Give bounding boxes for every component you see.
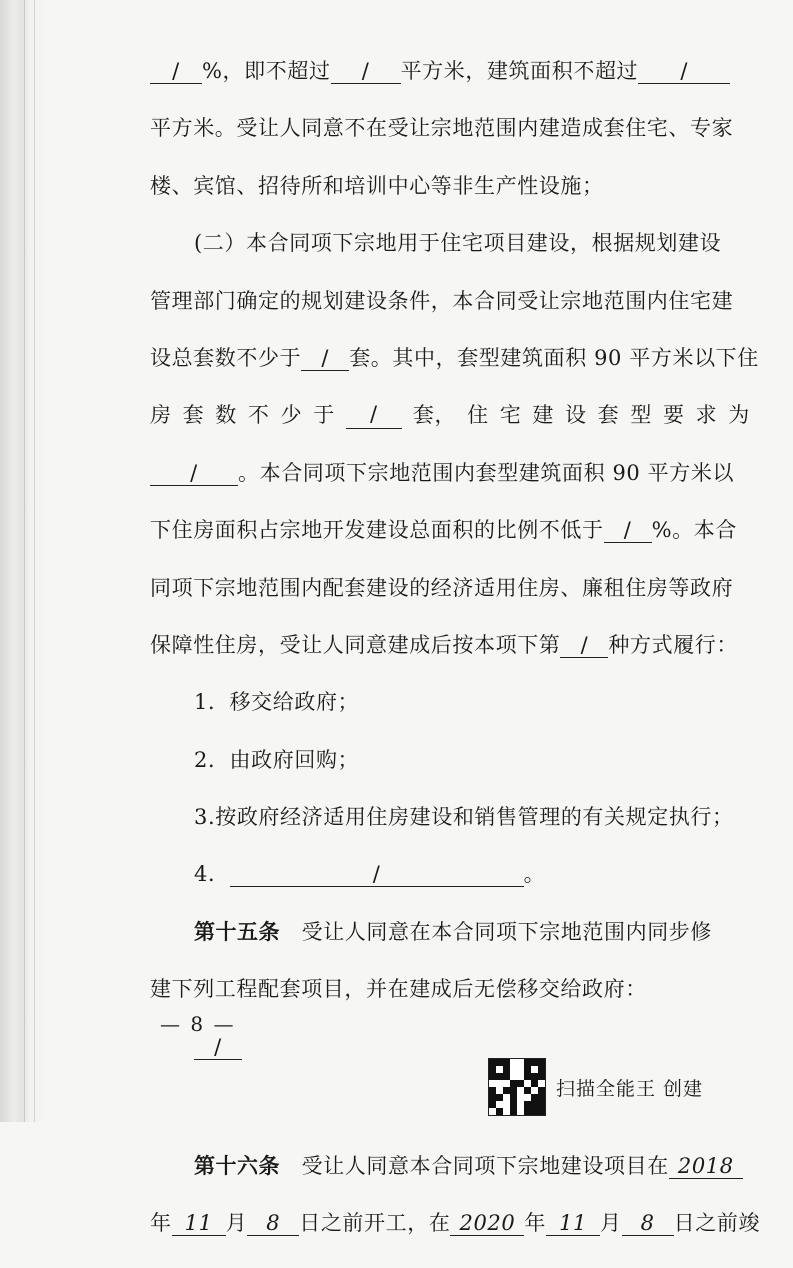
text-line xyxy=(150,1153,750,1180)
text-line xyxy=(150,517,750,544)
fill-in-blank: / xyxy=(150,461,238,486)
text-span: 房 xyxy=(150,403,172,428)
text-line xyxy=(150,747,750,774)
text-line xyxy=(150,575,750,602)
text-line xyxy=(150,58,750,85)
text-span: 种方式履行： xyxy=(608,632,739,657)
fill-in-blank: 2020 xyxy=(450,1211,524,1236)
article-heading: 第十六条 xyxy=(194,1154,280,1179)
text-span: 平方米。受让人同意不在受让宗地范围内建造成套住宅、专家 xyxy=(150,116,734,141)
text-span: 。本合同项下宗地范围内套型建筑面积 90 平方米以 xyxy=(238,460,735,485)
fill-in-blank: 8 xyxy=(622,1211,674,1236)
text-span: 套， xyxy=(412,403,457,428)
text-span: 年 xyxy=(524,1211,547,1236)
text-line xyxy=(150,402,750,429)
text-span: 设 xyxy=(565,403,587,428)
text-span: 月 xyxy=(225,1211,248,1236)
text-span: 楼、宾馆、招待所和培训中心等非生产性设施； xyxy=(150,173,604,198)
text-span: 年 xyxy=(150,1211,172,1236)
fill-in-blank: / xyxy=(230,862,524,887)
text-span: 受让人同意在本合同项下宗地范围内同步修 xyxy=(280,919,712,944)
qr-code-icon xyxy=(488,1058,546,1116)
text-span: 型 xyxy=(630,403,652,428)
text-span: 3.按政府经济适用住房建设和销售管理的有关规定执行； xyxy=(194,805,734,830)
text-span: 2．由政府回购； xyxy=(194,747,360,772)
text-span: %，即不超过 xyxy=(202,59,331,83)
text-span: 设总套数不少于 xyxy=(150,345,302,370)
fill-in-blank: / xyxy=(604,518,652,543)
text-line xyxy=(150,976,750,1003)
article-heading: 第十五条 xyxy=(194,919,280,944)
fill-in-blank: / xyxy=(560,633,608,658)
text-span: 4． xyxy=(194,862,230,887)
fill-in-blank: 8 xyxy=(247,1211,299,1236)
fill-in-blank: / xyxy=(331,59,401,84)
text-span: 不 xyxy=(247,403,270,428)
text-span: 套 xyxy=(597,403,620,428)
text-span: 平方米，建筑面积不超过 xyxy=(400,59,639,83)
text-span: 住 xyxy=(467,403,489,428)
text-span: 要 xyxy=(662,403,685,428)
text-line xyxy=(150,115,750,142)
text-span: 保障性住房，受让人同意建成后按本项下第 xyxy=(150,632,561,657)
text-line xyxy=(150,1210,761,1237)
scanner-watermark xyxy=(488,1058,703,1116)
text-span: 为 xyxy=(728,403,750,428)
text-span: 少 xyxy=(280,403,303,428)
text-span: 建 xyxy=(532,403,554,428)
text-line xyxy=(150,804,750,831)
text-span: 求 xyxy=(695,403,718,428)
text-span: 套 xyxy=(182,403,205,428)
text-span: 。 xyxy=(523,862,546,887)
text-line xyxy=(150,345,759,372)
text-line xyxy=(150,689,750,716)
page-number: — 8 — xyxy=(160,1012,236,1036)
fill-in-blank: / xyxy=(638,59,730,84)
fill-in-blank: 11 xyxy=(546,1211,600,1236)
text-line xyxy=(150,230,750,257)
text-span: 日之前竣 xyxy=(673,1211,761,1236)
text-line xyxy=(150,632,750,659)
text-span: 下住房面积占宗地开发建设总面积的比例不低于 xyxy=(150,518,604,543)
text-line xyxy=(150,919,750,946)
text-span: (二）本合同项下宗地用于住宅项目建设，根据规划建设 xyxy=(194,231,722,256)
text-span: 1．移交给政府； xyxy=(194,690,360,715)
fill-in-blank: / xyxy=(194,1035,242,1060)
text-span: 日之前开工，在 xyxy=(299,1211,451,1236)
fill-in-blank: 2018 xyxy=(669,1154,743,1179)
fill-in-blank: / xyxy=(301,346,349,371)
text-span: 月 xyxy=(600,1211,622,1236)
text-span: 受让人同意本合同项下宗地建设项目在 xyxy=(280,1154,669,1179)
fill-in-blank: / xyxy=(346,402,402,429)
text-line xyxy=(150,861,750,888)
text-span: 数 xyxy=(215,403,237,428)
text-span: 同项下宗地范围内配套建设的经济适用住房、廉租住房等政府 xyxy=(150,575,734,600)
paper-binding-edge xyxy=(0,0,46,1122)
text-span: 宅 xyxy=(499,403,522,428)
text-span: 于 xyxy=(313,403,335,428)
fill-in-blank: 11 xyxy=(172,1211,226,1236)
fill-in-blank: / xyxy=(150,59,202,84)
scanner-label: 扫描全能王 创建 xyxy=(556,1077,704,1100)
text-line xyxy=(150,288,750,315)
text-line xyxy=(150,460,750,487)
text-line xyxy=(150,173,750,200)
text-span: 套。其中，套型建筑面积 90 平方米以下住 xyxy=(349,345,759,370)
text-line xyxy=(150,1034,750,1061)
text-span: 管理部门确定的规划建设条件，本合同受让宗地范围内住宅建 xyxy=(150,288,734,313)
text-span: %。本合 xyxy=(651,518,737,543)
text-span: 建下列工程配套项目，并在建成后无偿移交给政府： xyxy=(150,977,647,1002)
